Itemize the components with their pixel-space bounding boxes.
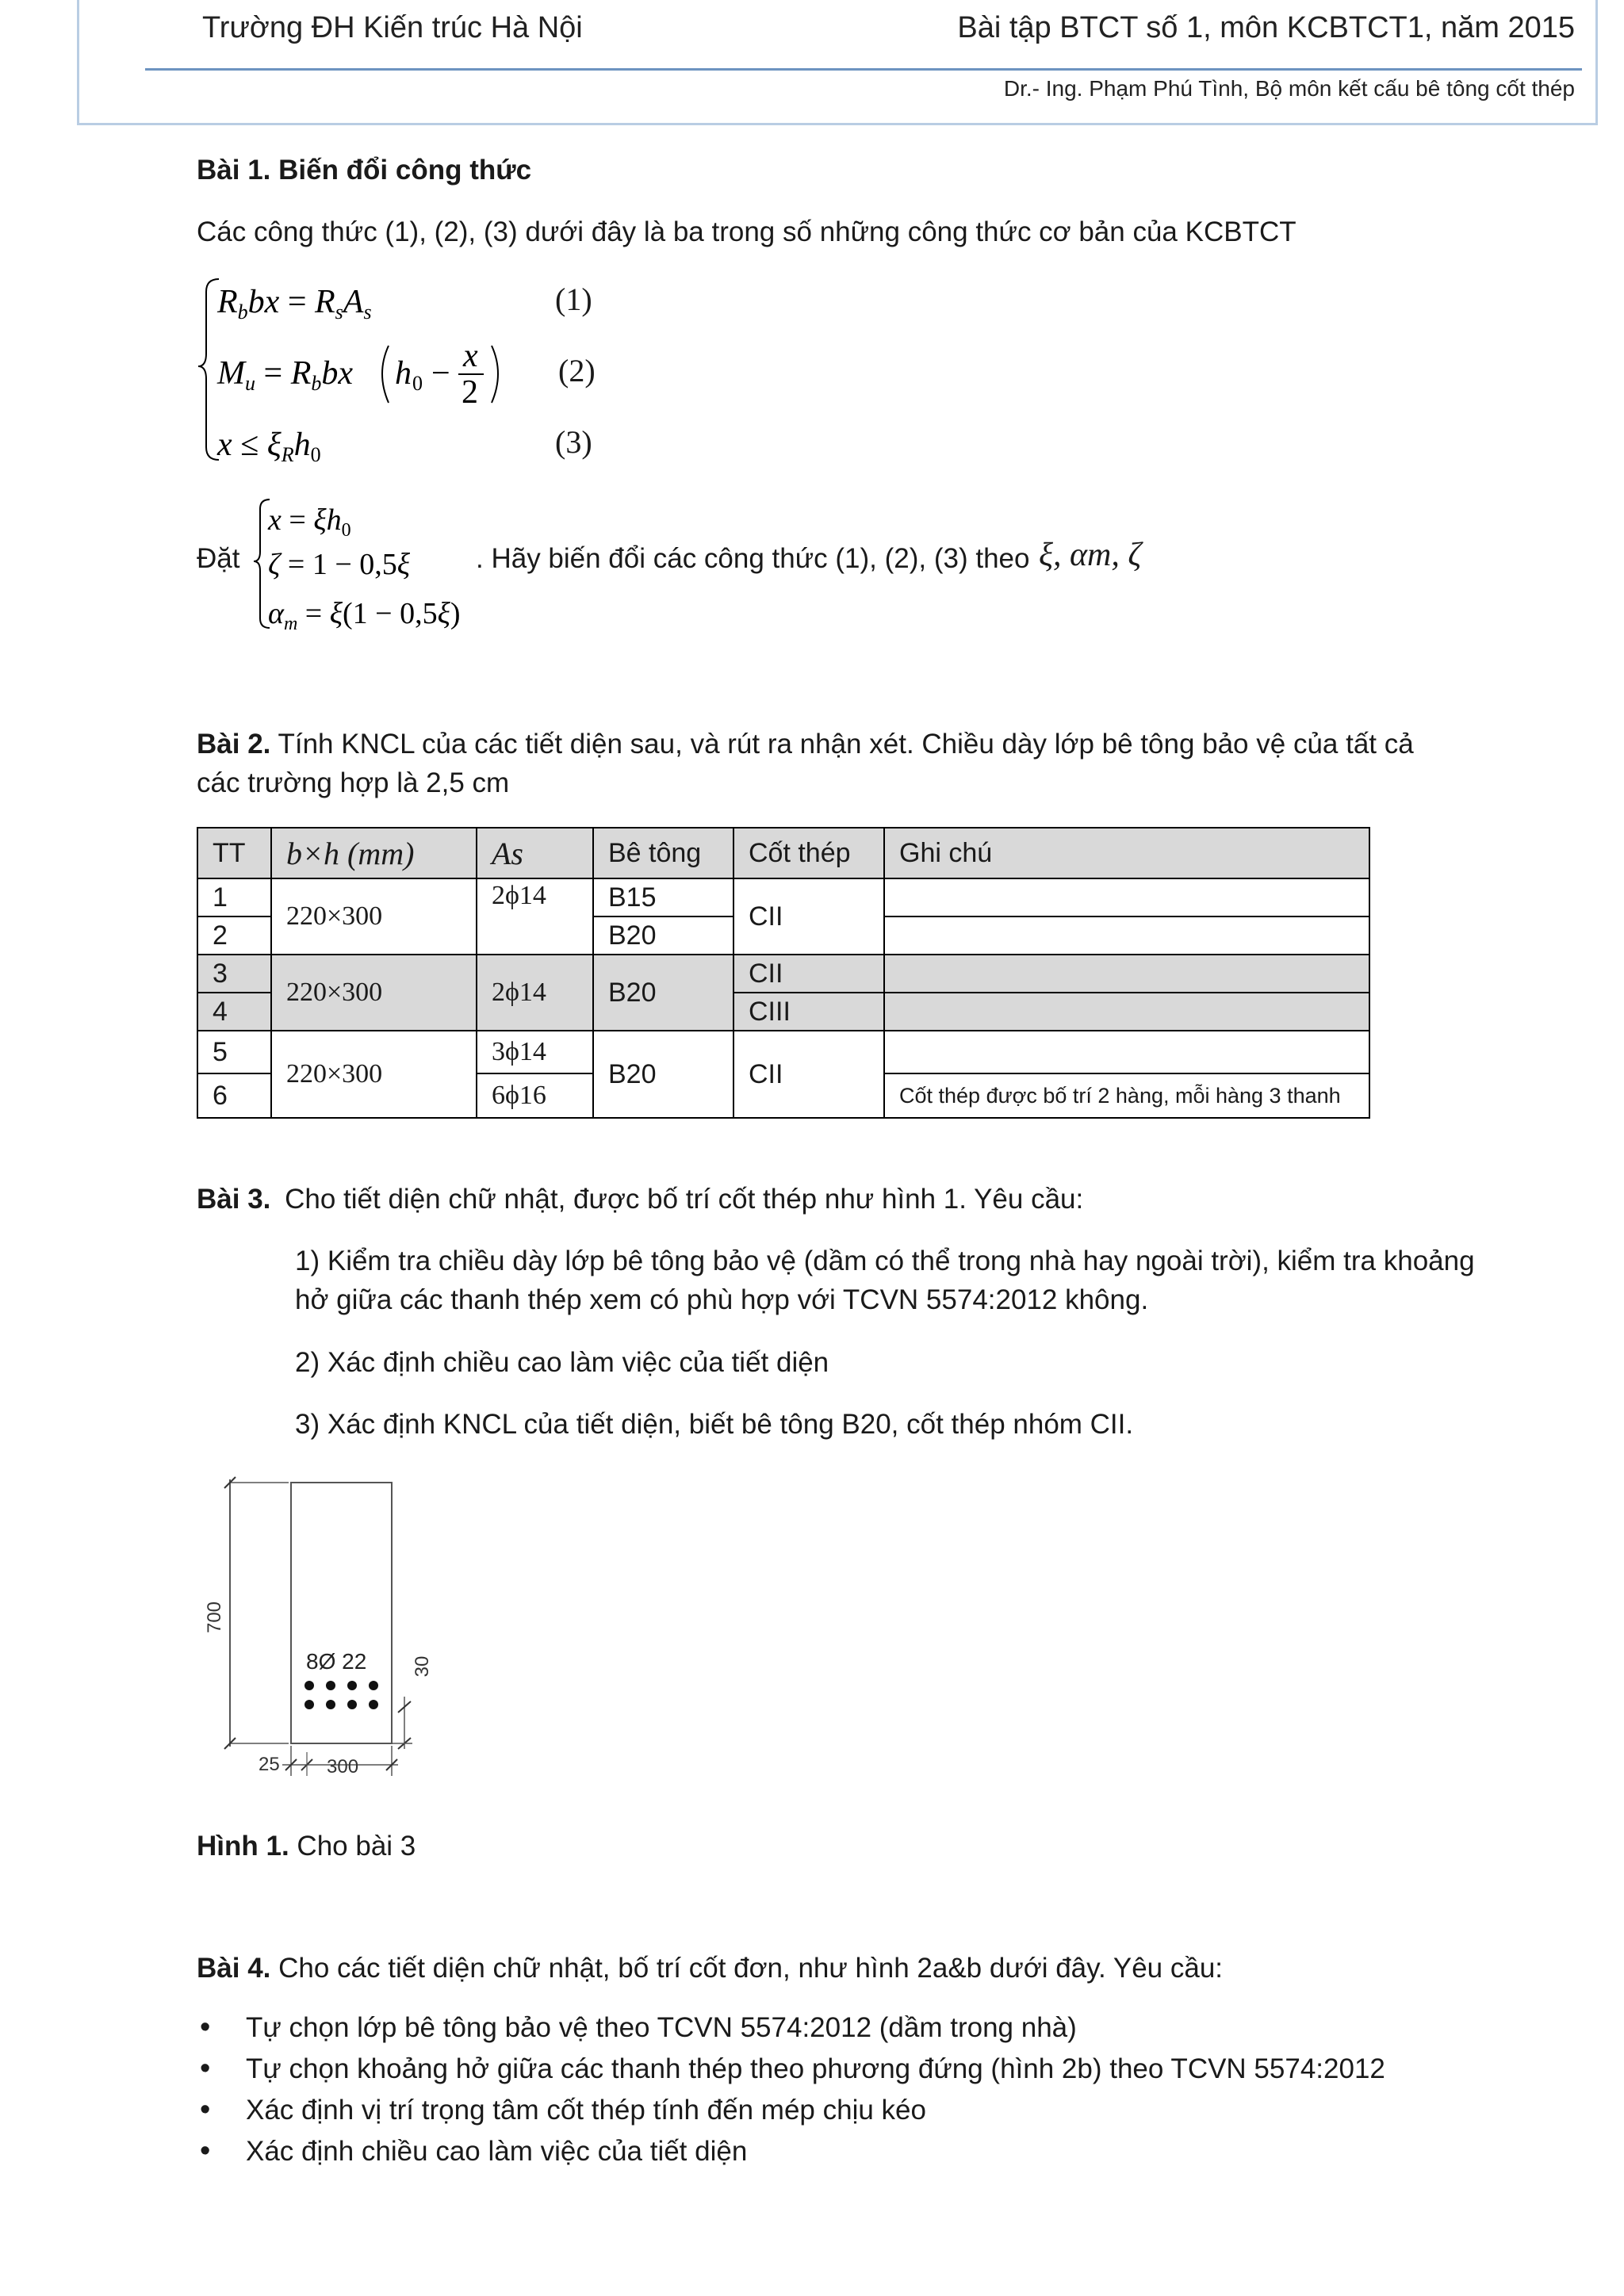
- cell-tt: 6: [197, 1073, 271, 1118]
- svg-text:x = ξh0: $x = \xi h_0$: [268, 503, 351, 541]
- cell-tt: 5: [197, 1031, 271, 1073]
- svg-text:Rbbx = RsAs: Rbbx = RsAs: [217, 284, 372, 323]
- cell-bh: 220×300: [271, 878, 477, 955]
- list-item: • Xác định chiều cao làm việc của tiết diện: [197, 2136, 1385, 2177]
- list-item: • Tự chọn khoảng hở giữa các thanh thép theo phương đứng (hình 2b) theo TCVN 5574:2012: [197, 2053, 1385, 2095]
- rebar-dot: [347, 1681, 357, 1690]
- cell-as: 3ϕ14: [477, 1031, 593, 1073]
- bai2-title: Bài 2.: [197, 729, 271, 760]
- dat-label: Đặt: [197, 543, 240, 574]
- bai3-title: Bài 3.: [197, 1184, 271, 1215]
- header-subtitle: Dr.- Ing. Phạm Phú Tình, Bộ môn kết cấu bê tông cốt thép: [1003, 76, 1575, 101]
- bai4-paragraph: [197, 1949, 1223, 1988]
- cell-note: [884, 955, 1369, 993]
- cell-concrete: B20: [593, 916, 733, 955]
- cell-note: Cốt thép được bố trí 2 hàng, mỗi hàng 3 thanh: [884, 1073, 1369, 1118]
- cell-concrete: B20: [593, 1031, 733, 1118]
- eq-number-2: (2): [558, 353, 596, 388]
- eq-number-3: (3): [555, 424, 592, 460]
- height-label: 700: [204, 1601, 225, 1634]
- svg-text:Mu = Rbbx: Mu = Rbbx: [217, 355, 353, 395]
- cell-steel: CII: [733, 878, 884, 955]
- cell-as: 2ϕ14: [477, 955, 593, 1031]
- bai4-title: Bài 4.: [197, 1953, 271, 1984]
- svg-text:x ≤ ξRh0: x ≤ ξRh0: [217, 427, 321, 466]
- rebar-dot: [304, 1681, 314, 1690]
- col-header-bh-text: b×h (mm): [286, 835, 415, 871]
- table-header-row: [197, 828, 1369, 878]
- cell-tt: 3: [197, 955, 271, 993]
- bai4-bullet-list: [197, 2012, 1385, 2177]
- rebar-dot: [347, 1700, 357, 1709]
- cell-steel: CII: [733, 955, 884, 993]
- figure-1-caption: [197, 1827, 416, 1866]
- cell-note: [884, 1031, 1369, 1073]
- rebar-dot: [369, 1700, 378, 1709]
- col-header-concrete: Bê tông: [593, 828, 733, 878]
- header-left: Trường ĐH Kiến trúc Hà Nội: [202, 11, 583, 44]
- bai1-symbols: ξ, αm, ζ: [1039, 537, 1142, 573]
- table-row: [197, 878, 1369, 916]
- cell-steel: CIII: [733, 993, 884, 1031]
- width-label: 300: [327, 1756, 359, 1777]
- col-header-tt: TT: [197, 828, 271, 878]
- rebar-dot: [326, 1700, 335, 1709]
- rebar-dot: [326, 1681, 335, 1690]
- caption-label: Hình 1.: [197, 1831, 289, 1862]
- cover-label: 30: [412, 1655, 433, 1678]
- bai4-text: Cho các tiết diện chữ nhật, bố trí cốt đơn, như hình 2a&b dưới đây. Yêu cầu:: [278, 1953, 1224, 1984]
- header-right: Bài tập BTCT số 1, môn KCBTCT1, năm 2015: [957, 11, 1575, 44]
- svg-text:−: −: [431, 355, 450, 392]
- bai3-item-1: 1) Kiểm tra chiều dày lớp bê tông bảo vệ (dầm có thể trong nhà hay ngoài trời), kiểm tra khoảng hở giữa các thanh thép xem có phù hợp với TCVN 5574:2012 không.: [295, 1246, 1475, 1315]
- cell-as: 2ϕ14: [477, 878, 593, 955]
- header-divider: [145, 68, 1582, 71]
- rebar-dot: [369, 1681, 378, 1690]
- svg-text:2: 2: [462, 374, 478, 411]
- side-cover-label: 25: [259, 1754, 280, 1775]
- svg-text:x: x: [463, 338, 478, 374]
- caption-text: Cho bài 3: [297, 1831, 416, 1862]
- bai2-table: [197, 827, 1370, 1119]
- cell-bh: 220×300: [271, 1031, 477, 1118]
- list-item: • Tự chọn lớp bê tông bảo vệ theo TCVN 5574:2012 (dầm trong nhà): [197, 2012, 1385, 2053]
- svg-text:ζ = 1 − 0,5ξ: ζ = 1 − 0,5ξ: [268, 548, 411, 581]
- cell-note: [884, 993, 1369, 1031]
- col-header-steel: Cốt thép: [733, 828, 884, 878]
- bai1-title: Bài 1. Biến đổi công thức: [197, 155, 532, 186]
- bai3-item-2: 2) Xác định chiều cao làm việc của tiết diện: [295, 1347, 829, 1378]
- col-header-as: [477, 828, 593, 878]
- cell-note: [884, 878, 1369, 916]
- col-header-note: Ghi chú: [884, 828, 1369, 878]
- cell-tt: 1: [197, 878, 271, 916]
- cell-note: [884, 916, 1369, 955]
- bai3-text: Cho tiết diện chữ nhật, được bố trí cốt thép như hình 1. Yêu cầu:: [285, 1184, 1084, 1215]
- cell-concrete: B15: [593, 878, 733, 916]
- bai3-paragraph: [197, 1180, 1083, 1219]
- cell-tt: 4: [197, 993, 271, 1031]
- cell-bh: 220×300: [271, 955, 477, 1031]
- table-row: [197, 1031, 1369, 1073]
- rebar-group: [304, 1681, 378, 1709]
- eq-number-1: (1): [555, 281, 592, 317]
- bai1-intro: Các công thức (1), (2), (3) dưới đây là ba trong số những công thức cơ bản của KCBTCT: [197, 216, 1297, 247]
- bai2-text: Tính KNCL của các tiết diện sau, và rút ra nhận xét. Chiều dày lớp bê tông bảo vệ của tất cả các trường hợp là 2,5 cm: [197, 729, 1414, 798]
- col-header-as-text: As: [492, 835, 523, 871]
- bars-label: 8Ø 22: [306, 1649, 367, 1674]
- rebar-dot: [304, 1700, 314, 1709]
- equation-system-2: [252, 492, 490, 642]
- cell-as: 6ϕ16: [477, 1073, 593, 1118]
- svg-text:αm = ξ(1 − 0,5ξ): $\alpha_m = \xi(1 - 0,5\xi)$: [268, 597, 461, 634]
- svg-text:h: h: [395, 355, 412, 392]
- figure-1-section: [190, 1459, 460, 1808]
- cell-steel: CII: [733, 1031, 884, 1118]
- list-item: • Xác định vị trí trọng tâm cốt thép tính đến mép chịu kéo: [197, 2095, 1385, 2136]
- svg-text:0: 0: [412, 372, 423, 395]
- table-row: [197, 955, 1369, 993]
- cell-tt: 2: [197, 916, 271, 955]
- col-header-bh: [271, 828, 477, 878]
- bai1-instruction: . Hãy biến đổi các công thức (1), (2), (3) theo: [476, 543, 1030, 574]
- bai3-item-3: 3) Xác định KNCL của tiết diện, biết bê tông B20, cốt thép nhóm CII.: [295, 1409, 1134, 1440]
- cell-concrete: B20: [593, 955, 733, 1031]
- bai2-paragraph: [197, 725, 1434, 802]
